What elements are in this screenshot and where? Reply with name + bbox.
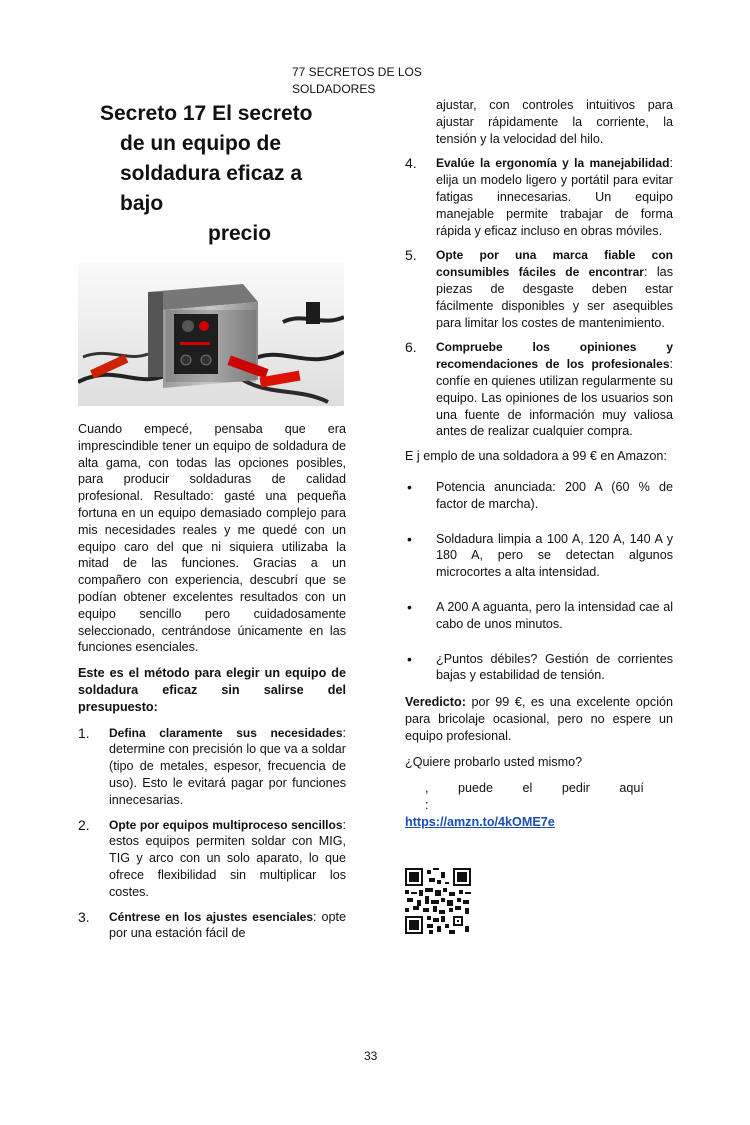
step-text: : opte por una estación fácil de bbox=[109, 909, 346, 941]
bullet-item bbox=[405, 531, 673, 581]
list-item-step-3 bbox=[78, 909, 346, 943]
step-lead: Opte por una marca fiable con consumibles fáciles de encontrar bbox=[436, 248, 673, 280]
method-heading: Este es el método para elegir un equipo de soldadura eficaz sin salirse del presupuesto: bbox=[78, 666, 346, 714]
verdict-text: por 99 €, es una excelente opción para bricolaje ocasional, pero no espere un equipo profesional. bbox=[405, 695, 673, 743]
step-lead: Opte por equipos multiproceso sencillos bbox=[109, 817, 343, 832]
qr-code-icon[interactable] bbox=[405, 868, 471, 934]
step-number: 2. bbox=[78, 816, 90, 833]
list-item-step-5 bbox=[405, 247, 673, 331]
step-text: : confíe en quienes utilizan regularmente su equipo. Las opiniones de los usuarios son una fuente de información muy valiosa antes de realizar cualquier compra. bbox=[436, 357, 673, 439]
step-number: 4. bbox=[405, 155, 417, 172]
bullet-text: A 200 A aguanta, pero la intensidad cae al cabo de unos minutos. bbox=[436, 599, 673, 631]
bullet-item bbox=[405, 599, 673, 633]
list-item-step-6 bbox=[405, 339, 673, 440]
title-line-5: precio bbox=[208, 222, 272, 245]
title-line-3: soldadura eficaz a bbox=[120, 162, 303, 185]
step-lead: Defina claramente sus necesidades bbox=[109, 725, 343, 740]
bullet-text: Potencia anunciada: 200 A (60 % de factor de marcha). bbox=[436, 479, 673, 511]
list-item-step-4 bbox=[405, 155, 673, 239]
step-number: 3. bbox=[78, 908, 90, 925]
right-column bbox=[405, 97, 673, 831]
bullet-item bbox=[405, 651, 673, 685]
amazon-link[interactable]: https://amzn.to/4kOME7e bbox=[405, 814, 555, 829]
step-lead: Céntrese en los ajustes esenciales bbox=[109, 909, 314, 924]
step-text: : las piezas de desgaste deben estar fácilmente disponibles y ser asequibles para limitar los costes de mantenimiento. bbox=[436, 265, 673, 330]
step-text: : determine con precisión lo que va a soldar (tipo de metales, espesor, frecuencia de uso). Esto le evitará pagar por funciones innecesarias. bbox=[109, 725, 346, 807]
left-column bbox=[78, 421, 346, 950]
chapter-title bbox=[100, 99, 350, 249]
bullet-text: Soldadura limpia a 100 A, 120 A, 140 A y 180 A, pero se detectan algunos microcortes a alta intensidad. bbox=[436, 531, 673, 580]
bullet-dot: • bbox=[407, 598, 412, 615]
step-text: : elija un modelo ligero y portátil para evitar fatigas innecesarias. Un equipo manejable permite trabajar de forma rápida y eficaz incluso en obras móviles. bbox=[436, 156, 673, 238]
bullet-dot: • bbox=[407, 478, 412, 495]
title-line-1: Secreto 17 El secreto bbox=[100, 102, 313, 125]
title-line-4: bajo bbox=[120, 192, 164, 215]
list-item-step-1 bbox=[78, 725, 346, 809]
step-lead: Evalúe la ergonomía y la manejabilidad bbox=[436, 156, 670, 171]
step-lead: Compruebe los opiniones y recomendaciones de los profesionales bbox=[436, 340, 673, 372]
step-number: 6. bbox=[405, 339, 417, 356]
bullet-dot: • bbox=[407, 530, 412, 547]
title-line-2: de un equipo de bbox=[120, 132, 281, 155]
step-number: 1. bbox=[78, 724, 90, 741]
step-number: 5. bbox=[405, 247, 417, 264]
step-3-continuation: ajustar, con controles intuitivos para ajustar rápidamente la corriente, la tensión y la velocidad del hilo. bbox=[436, 98, 673, 146]
bullet-dot: • bbox=[407, 650, 412, 667]
verdict-paragraph bbox=[405, 694, 673, 744]
bullet-item bbox=[405, 479, 673, 513]
step-text: : estos equipos permiten soldar con MIG, TIG y arco con un solo aparato, lo que ofrece flexibilidad sin multiplicar los costes. bbox=[109, 817, 346, 899]
list-item-step-2 bbox=[78, 817, 346, 901]
cta-line: , puede el pedir aquí : bbox=[425, 781, 644, 813]
verdict-label: Veredicto: bbox=[405, 695, 466, 710]
running-header: 77 SECRETOS DE LOS SOLDADORES bbox=[292, 65, 422, 96]
page-number: 33 bbox=[364, 1049, 378, 1063]
intro-paragraph: Cuando empecé, pensaba que era imprescindible tener un equipo de soldadura de alta gama, con todas las opciones posibles, para producir soldaduras de calidad profesional. Resultado: gasté una pequeña fortuna en un equipo demasiado complejo para mis necesidades reales y me quedé con un equipo caro del que ni siquiera utilizaba la mitad de las funciones. Gracias a un compañero con experiencia, descubrí que se podían obtener excelentes resultados con un equipo sencillo pero cuidadosamente seleccionado, centrándose únicamente en las funciones esenciales. bbox=[78, 422, 346, 655]
cta-question: ¿Quiere probarlo usted mismo? bbox=[405, 754, 583, 769]
bullet-text: ¿Puntos débiles? Gestión de corrientes bajas y estabilidad de tensión. bbox=[436, 651, 673, 683]
example-heading: E j emplo de una soldadora a 99 € en Amazon: bbox=[405, 449, 667, 464]
welding-machine-photo bbox=[78, 262, 344, 406]
